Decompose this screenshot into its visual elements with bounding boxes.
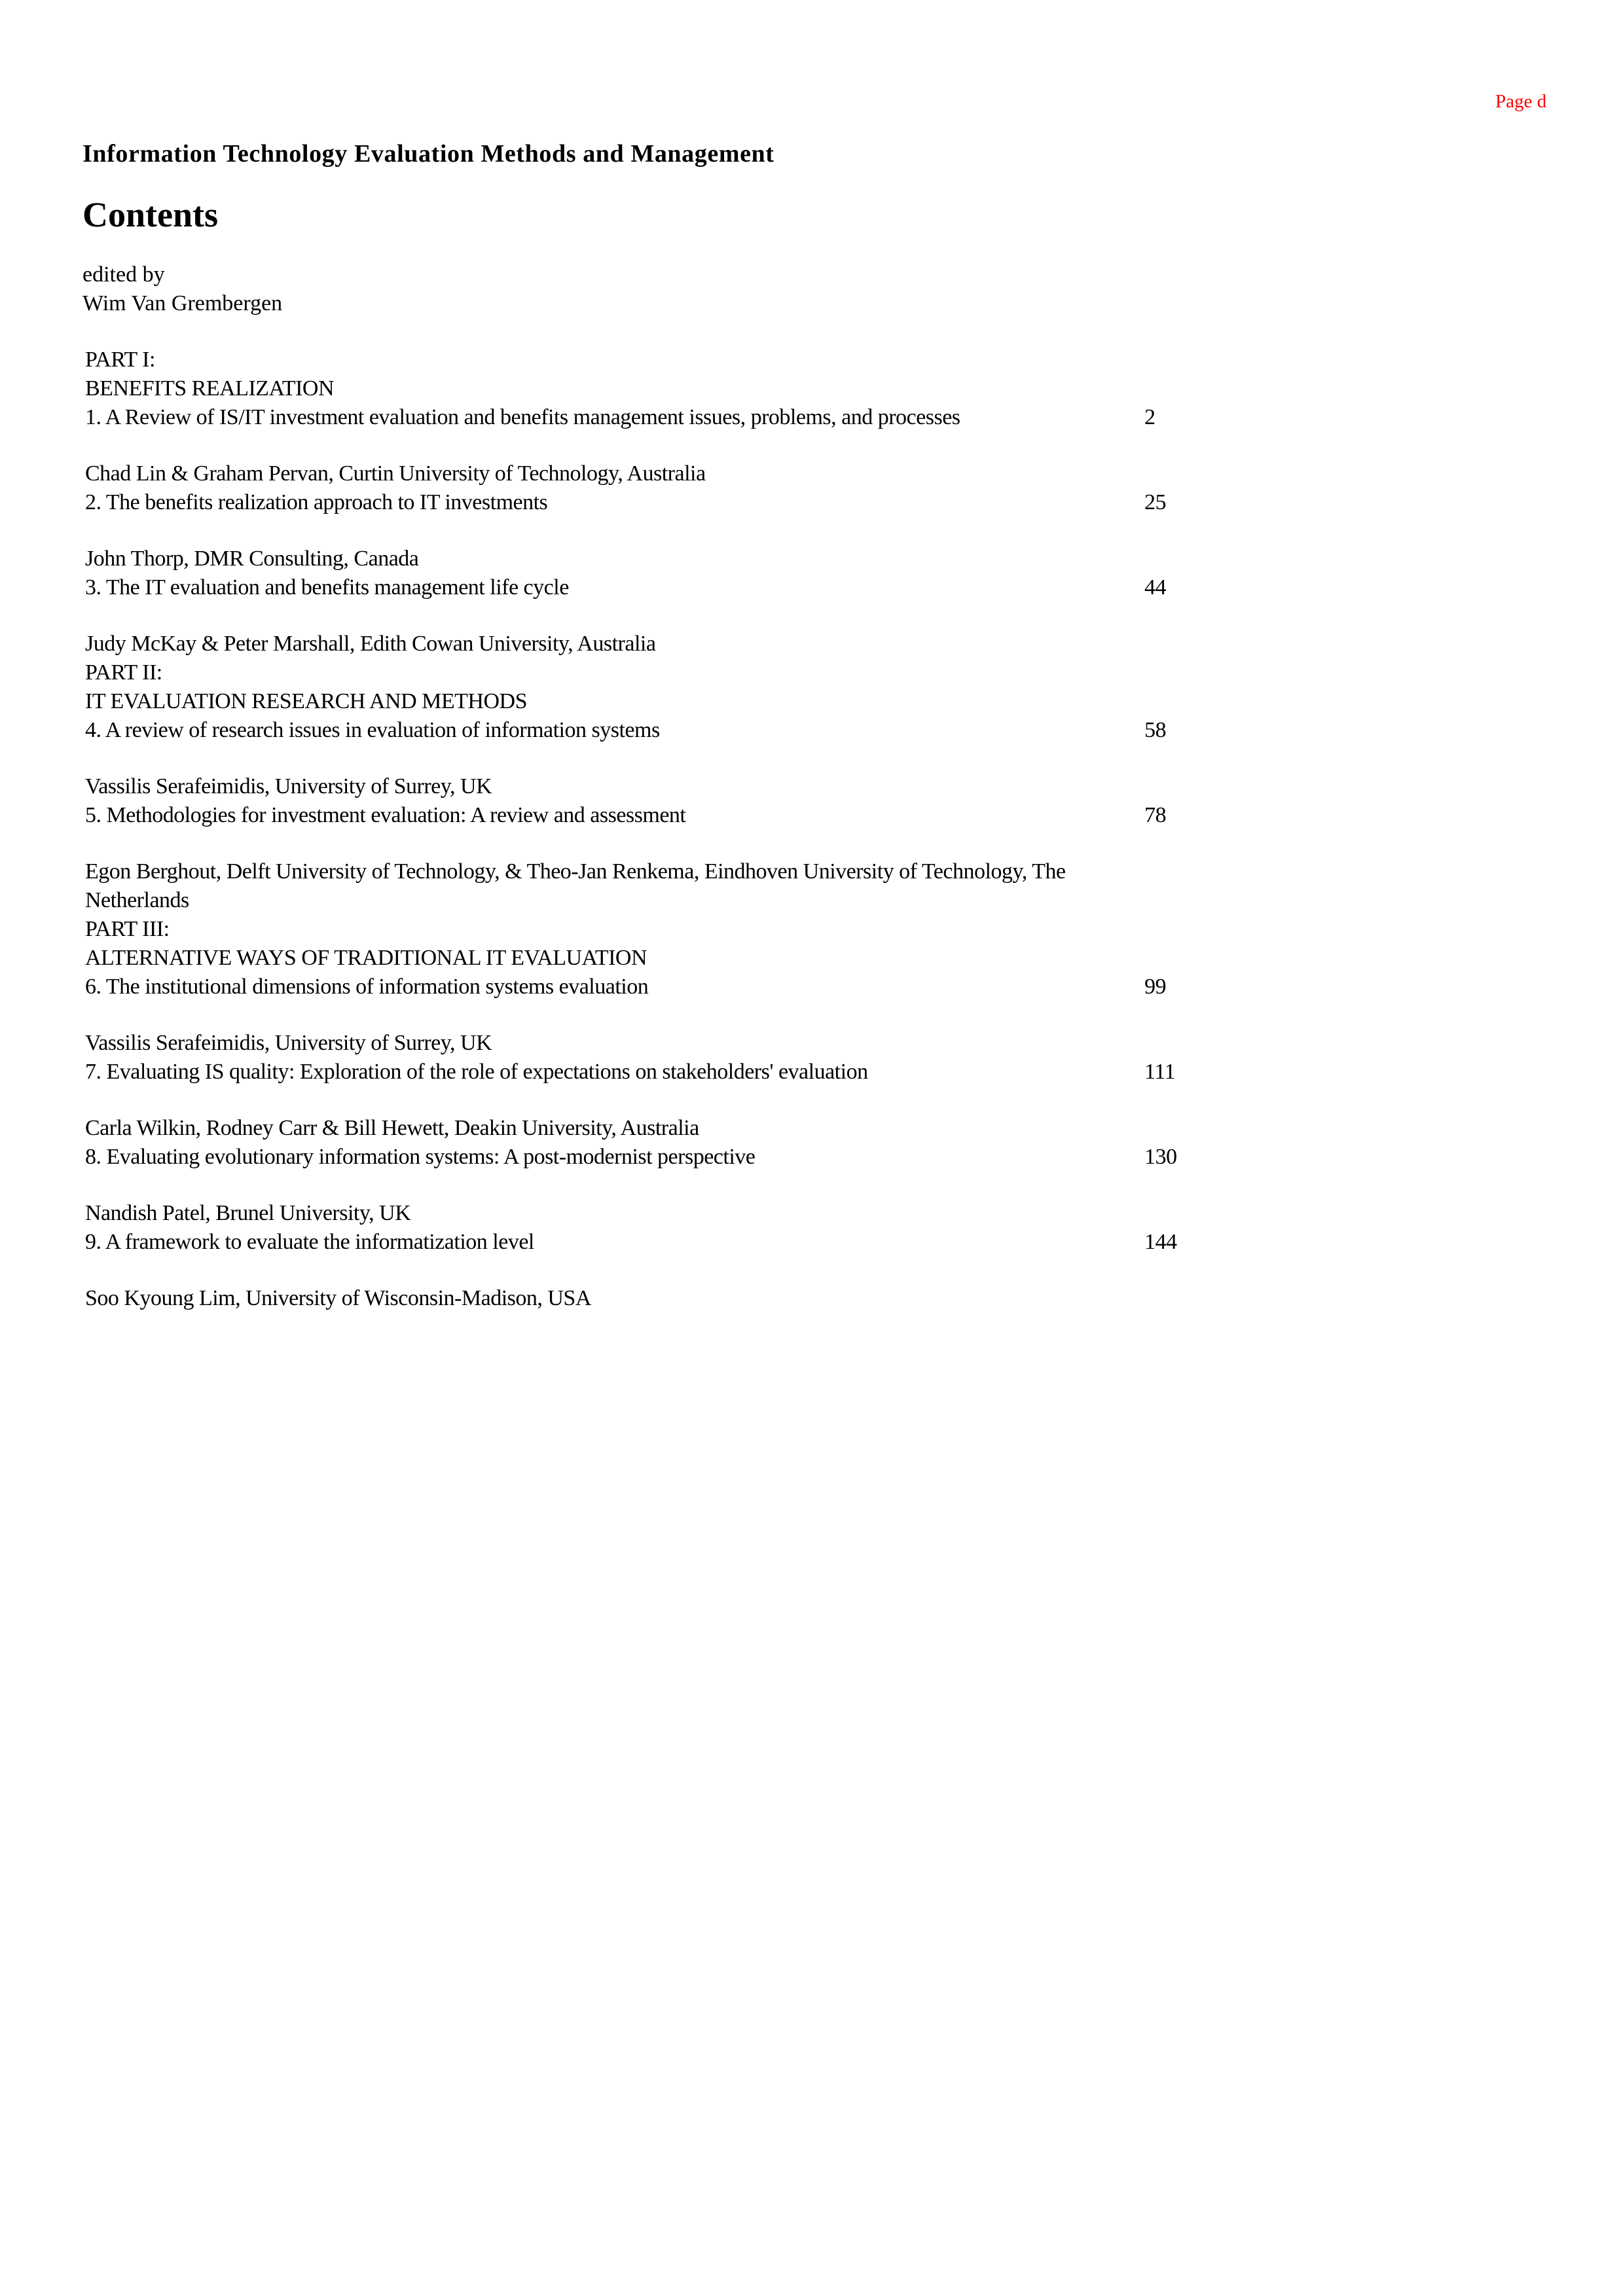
page-label: Page d [1495,91,1547,112]
chapter-title: 6. The institutional dimensions of information systems evaluation [85,975,649,999]
chapter-page-number: 78 [1144,803,1166,827]
toc-entry[interactable] [85,973,1231,1001]
part-label: PART II: [85,660,162,685]
chapter-authors: Vassilis Serafeimidis, University of Surrey, UK [85,1031,492,1055]
chapter-authors: Nandish Patel, Brunel University, UK [85,1201,411,1225]
chapter-page-number: 144 [1144,1230,1177,1254]
chapter-title: 9. A framework to evaluate the informatization level [85,1230,534,1254]
chapter-page-number: 111 [1144,1060,1175,1084]
chapter-authors: Egon Berghout, Delft University of Technology, & Theo-Jan Renkema, Eindhoven University of Technology, The Netherlands [85,859,1066,912]
table-of-contents [85,346,1231,1313]
chapter-title: 3. The IT evaluation and benefits management life cycle [85,575,569,600]
part-label: PART III: [85,917,170,941]
chapter-page-number: 44 [1144,575,1166,600]
chapter-page-number: 2 [1144,405,1156,429]
toc-part [85,346,1231,658]
chapter-authors: Judy McKay & Peter Marshall, Edith Cowan University, Australia [85,632,656,656]
contents-heading: Contents [82,195,219,234]
toc-entry[interactable] [85,1058,1231,1086]
toc-entry[interactable] [85,801,1231,830]
part-label: PART I: [85,348,155,372]
chapter-authors: Vassilis Serafeimidis, University of Surrey, UK [85,774,492,798]
toc-entry[interactable] [85,1228,1231,1257]
chapter-authors: John Thorp, DMR Consulting, Canada [85,547,419,571]
chapter-page-number: 25 [1144,490,1166,514]
toc-entry[interactable] [85,573,1231,602]
chapter-title: 8. Evaluating evolutionary information systems: A post-modernist perspective [85,1145,756,1169]
editor-name: Wim Van Grembergen [82,291,283,315]
chapter-title: 4. A review of research issues in evaluation of information systems [85,718,660,742]
chapter-authors: Soo Kyoung Lim, University of Wisconsin-Madison, USA [85,1286,591,1310]
chapter-authors: Carla Wilkin, Rodney Carr & Bill Hewett, Deakin University, Australia [85,1116,699,1140]
chapter-title: 2. The benefits realization approach to IT investments [85,490,548,514]
toc-entry[interactable] [85,1143,1231,1172]
chapter-title: 1. A Review of IS/IT investment evaluation and benefits management issues, problems, and processes [85,405,960,429]
chapter-page-number: 99 [1144,975,1166,999]
chapter-title: 5. Methodologies for investment evaluation: A review and assessment [85,803,686,827]
editor-block [82,260,282,318]
toc-part [85,915,1231,1313]
toc-part [85,658,1231,915]
chapter-title: 7. Evaluating IS quality: Exploration of the role of expectations on stakeholders' evaluation [85,1060,868,1084]
part-title: IT EVALUATION RESEARCH AND METHODS [85,689,527,713]
part-title: ALTERNATIVE WAYS OF TRADITIONAL IT EVALUATION [85,946,647,970]
part-title: BENEFITS REALIZATION [85,376,335,401]
toc-entry[interactable] [85,488,1231,517]
toc-entry[interactable] [85,716,1231,745]
chapter-page-number: 58 [1144,718,1166,742]
chapter-authors: Chad Lin & Graham Pervan, Curtin University of Technology, Australia [85,461,706,486]
book-title: Information Technology Evaluation Methods and Management [82,140,775,168]
toc-entry[interactable] [85,403,1231,432]
chapter-page-number: 130 [1144,1145,1177,1169]
edited-by-label: edited by [82,262,165,287]
